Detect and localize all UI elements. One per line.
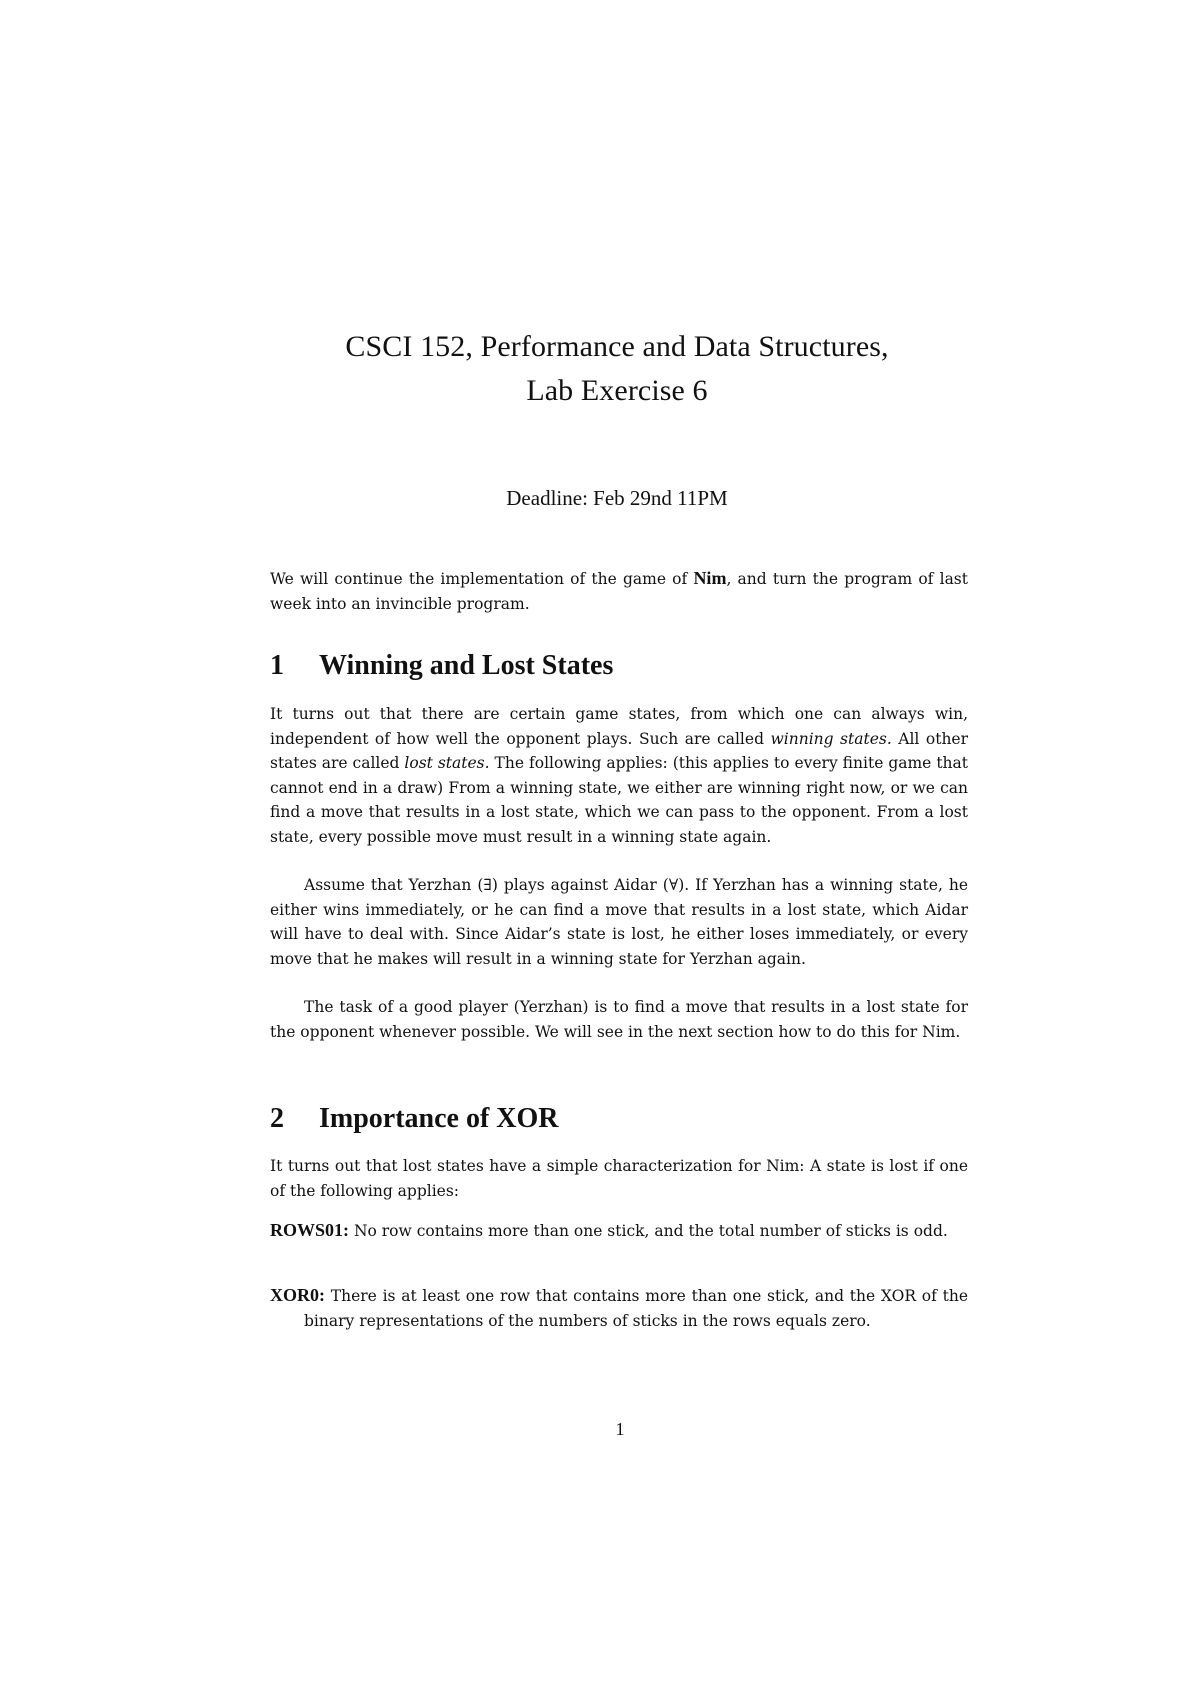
page-number: 1: [615, 1419, 625, 1439]
section-1-p1-text-c: The following applies: (this applies to every finite game that cannot end in a draw) From a winning state, we either are winning right now, or we can find a move that results in a lost state, which we can pass to the opponent. From a lost state, every possible move must result in a winning state again.: [270, 754, 969, 846]
rows01-label: ROWS01:: [270, 1220, 350, 1240]
section-1-paragraph-2: Assume that Yerzhan (∃) plays against Aidar (∀). If Yerzhan has a winning state, he either wins immediately, or he can find a move that results in a lost state, which Aidar will have to deal with. Since Aidar’s state is lost, he either loses immediately, or every move that he makes will result in a winning state for Yerzhan again.: [270, 876, 968, 968]
section-1-number: 1: [270, 650, 284, 681]
deadline-text: Deadline: Feb 29nd 11PM: [506, 486, 728, 510]
section-2-heading: [270, 1105, 559, 1133]
section-1-p1-text-b: All other states are called: [270, 729, 969, 772]
xor0-label: XOR0:: [270, 1285, 325, 1305]
section-1-title: Winning and Lost States: [319, 650, 614, 681]
section-1-p1-text-a: It turns out that there are certain game states, from which one can always win, independent of how well the opponent plays. Such are called: [270, 705, 968, 748]
rows01-item: [270, 1218, 968, 1244]
section-2-number: 2: [270, 1103, 284, 1134]
intro-text-before: We will continue the implementation of the game of: [270, 570, 694, 588]
lost-states-emphasis: lost states.: [404, 754, 490, 772]
intro-nim-bold: Nim: [693, 568, 727, 588]
xor0-text: There is at least one row that contains more than one stick, and the XOR of the binary representations of the numbers of sticks in the rows equals zero.: [304, 1287, 968, 1330]
winning-states-emphasis: winning states.: [770, 729, 892, 748]
section-2-title: Importance of XOR: [319, 1103, 559, 1134]
document-title-line2: Lab Exercise 6: [526, 374, 708, 407]
section-1-heading: [270, 652, 613, 680]
section-1-paragraph-3: The task of a good player (Yerzhan) is to find a move that results in a lost state for the opponent whenever possible. We will see in the next section how to do this for Nim.: [270, 998, 968, 1041]
document-title-line1: CSCI 152, Performance and Data Structures,: [345, 330, 889, 363]
intro-text-after: , and turn the program of last week into an invincible program.: [270, 570, 968, 613]
intro-paragraph: [270, 566, 968, 616]
section-2-paragraph-1: It turns out that lost states have a simple characterization for Nim: A state is lost if one of the following applies:: [270, 1157, 968, 1200]
xor0-item: [270, 1283, 968, 1333]
rows01-text: No row contains more than one stick, and the total number of sticks is odd.: [349, 1222, 948, 1240]
section-1-paragraph-1: [270, 702, 968, 849]
